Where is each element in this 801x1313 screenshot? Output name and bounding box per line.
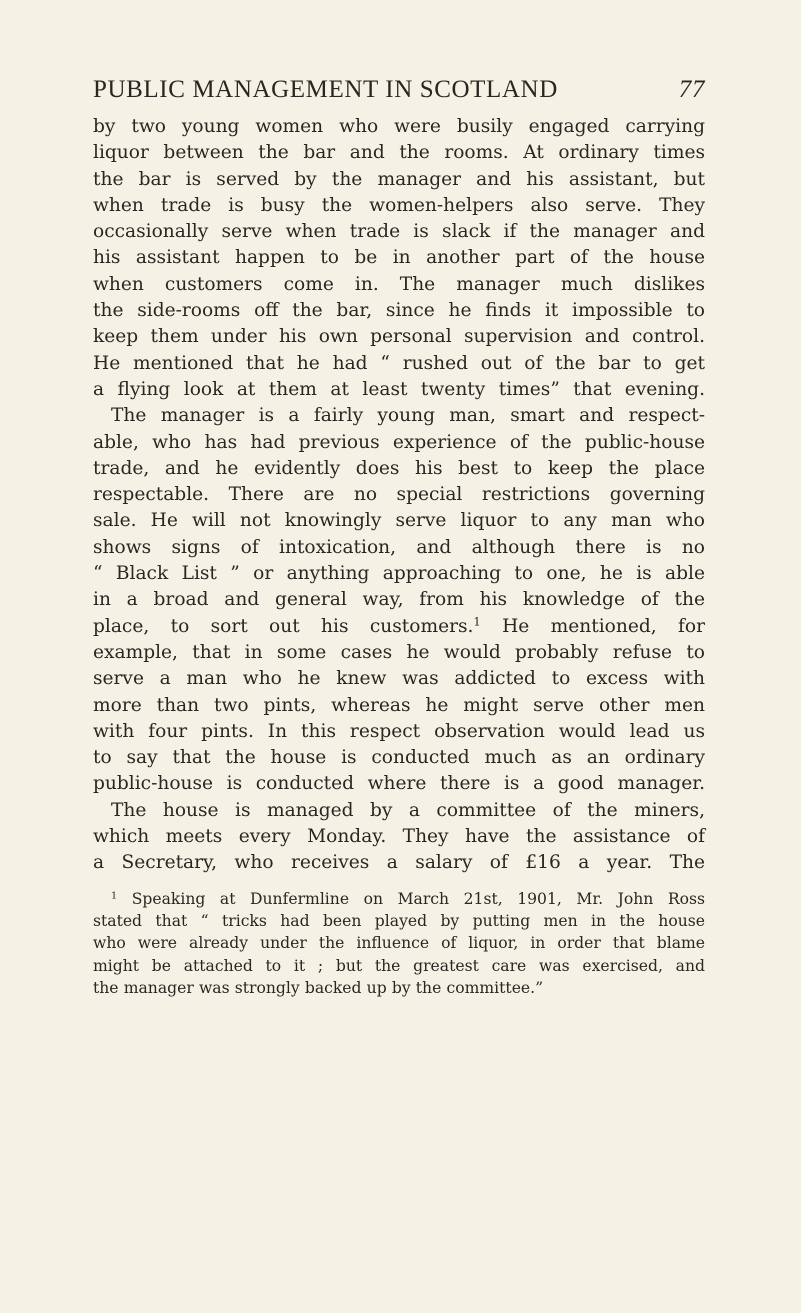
body-line-23: more than two pints, whereas he might serve other men xyxy=(93,694,705,716)
body-line-20-text: place, to sort out his customers. xyxy=(93,615,474,637)
body-line-8: the side-rooms off the bar, since he finds it impossible to xyxy=(93,300,705,322)
running-head-title: PUBLIC MANAGEMENT IN SCOTLAND xyxy=(93,76,558,103)
body-line-3: the bar is served by the manager and his assistant, but xyxy=(93,168,705,190)
footnote-line-4: might be attached to it ; but the greatest care was exercised, and xyxy=(93,956,705,975)
body-line-20 xyxy=(93,614,705,640)
book-page xyxy=(93,72,705,1000)
page-number: 77 xyxy=(678,76,705,103)
body-line-7: when customers come in. The manager much dislikes xyxy=(93,273,705,295)
body-line-5: occasionally serve when trade is slack if the manager and xyxy=(93,221,705,243)
running-head xyxy=(93,72,705,108)
body-line-20-continuation: He mentioned, for xyxy=(502,615,705,637)
body-line-16: sale. He will not knowingly serve liquor to any man who xyxy=(93,510,705,532)
body-line-28: which meets every Monday. They have the assistance of xyxy=(93,826,705,848)
body-line-13: able, who has had previous experience of the public-house xyxy=(93,431,705,453)
footnote xyxy=(93,888,705,1000)
footnote-line-1 xyxy=(93,888,705,910)
footnote-marker: 1 xyxy=(111,890,118,902)
footnote-line-1-text: Speaking at Dunfermline on March 21st, 1901, Mr. John Ross xyxy=(131,889,705,908)
footnote-line-5: the manager was strongly backed up by the committee.” xyxy=(93,979,544,998)
body-text xyxy=(93,114,705,877)
body-line-21: example, that in some cases he would probably refuse to xyxy=(93,641,705,663)
footnote-line-3: who were already under the influence of liquor, in order that blame xyxy=(93,934,705,953)
footnote-reference[interactable]: 1 xyxy=(473,614,481,629)
body-line-12: The manager is a fairly young man, smart and respect- xyxy=(111,405,705,427)
body-line-27: The house is managed by a committee of the miners, xyxy=(111,799,705,821)
body-line-1: by two young women who were busily engaged carrying xyxy=(93,116,705,137)
body-line-6: his assistant happen to be in another part of the house xyxy=(93,247,705,269)
body-line-2: liquor between the bar and the rooms. At ordinary times xyxy=(93,142,705,164)
body-line-14: trade, and he evidently does his best to keep the place xyxy=(93,457,705,479)
body-line-18: “ Black List ” or anything approaching to one, he is able xyxy=(93,563,705,585)
body-line-15: respectable. There are no special restrictions governing xyxy=(93,484,705,506)
body-line-11: a flying look at them at least twenty times” that evening. xyxy=(93,378,705,400)
body-line-19: in a broad and general way, from his knowledge of the xyxy=(93,589,705,611)
body-line-29: a Secretary, who receives a salary of £16 a year. The xyxy=(93,852,705,874)
body-line-25: to say that the house is conducted much as an ordinary xyxy=(93,747,705,769)
body-line-4: when trade is busy the women-helpers also serve. They xyxy=(93,194,705,216)
body-line-24: with four pints. In this respect observation would lead us xyxy=(93,720,705,742)
body-line-22: serve a man who he knew was addicted to excess with xyxy=(93,668,705,690)
body-line-17: shows signs of intoxication, and although there is no xyxy=(93,536,705,558)
body-line-26: public-house is conducted where there is a good manager. xyxy=(93,773,705,795)
footnote-line-2: stated that “ tricks had been played by putting men in the house xyxy=(93,912,705,931)
body-line-9: keep them under his own personal supervision and control. xyxy=(93,326,705,348)
body-line-10: He mentioned that he had “ rushed out of the bar to get xyxy=(93,352,705,374)
